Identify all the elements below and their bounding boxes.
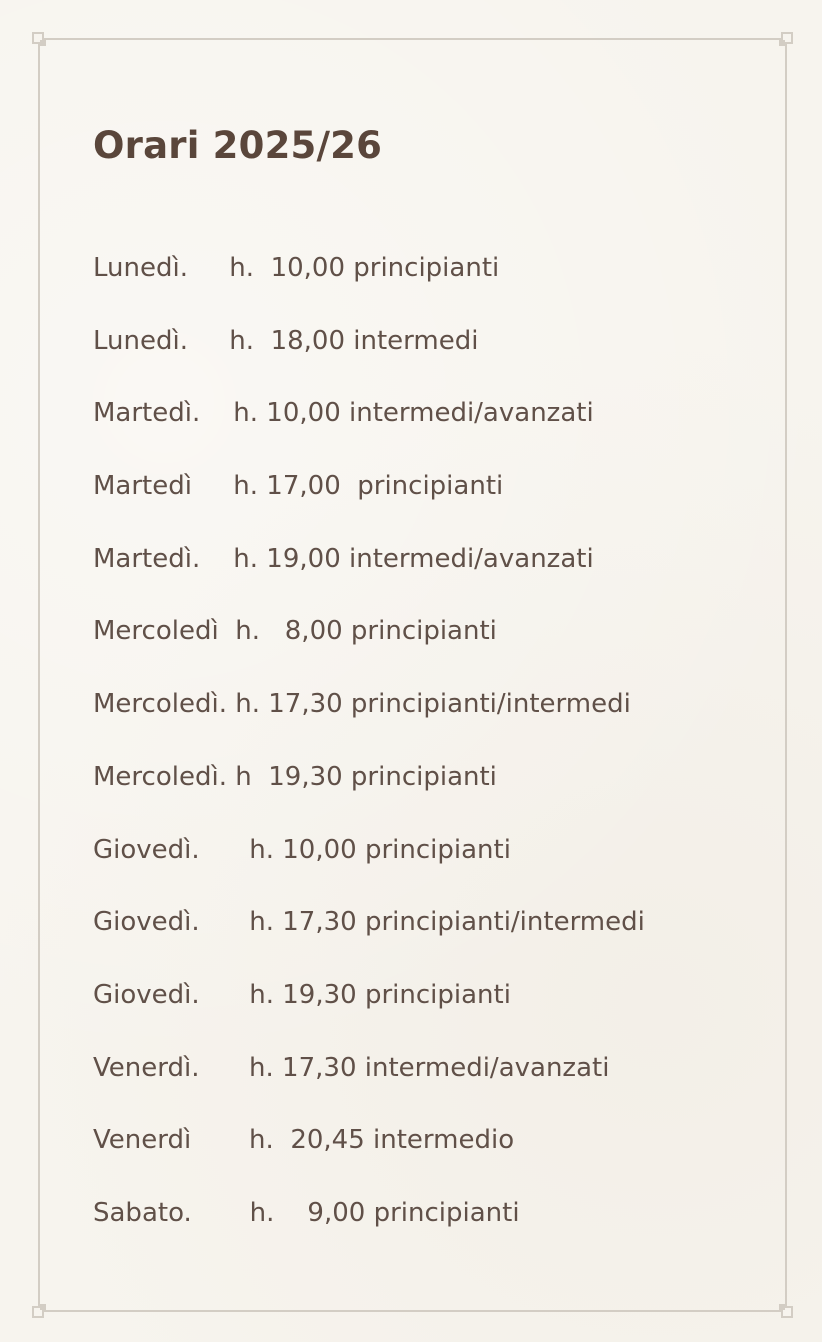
schedule-row: Lunedì. h. 10,00 principianti [93,253,500,283]
schedule-row: Martedì. h. 19,00 intermedi/avanzati [93,543,594,574]
schedule-row: Mercoledì. h 19,30 principianti [93,761,497,792]
frame-corner-ornament [781,32,793,44]
schedule-row: Sabato. h. 9,00 principianti [93,1197,520,1228]
schedule-row: Giovedì. h. 17,30 principianti/intermedi [93,907,645,938]
schedule-row: Martedì h. 17,00 principianti [93,471,504,502]
schedule-row: Martedì. h. 10,00 intermedi/avanzati [93,398,594,429]
schedule-row: Giovedì. h. 10,00 principianti [93,834,511,865]
frame-corner-ornament [781,1306,793,1318]
frame-corner-ornament [32,32,44,44]
frame-corner-ornament [32,1306,44,1318]
schedule-list [93,252,645,1270]
schedule-row: Venerdì h. 20,45 intermedio [93,1125,515,1156]
schedule-row: Lunedì. h. 18,00 intermedi [93,325,479,356]
schedule-row: Mercoledì h. 8,00 principianti [93,616,497,647]
schedule-row: Mercoledì. h. 17,30 principianti/intermedi [93,689,631,720]
page-title: Orari 2025/26 [93,124,383,167]
schedule-row: Venerdì. h. 17,30 intermedi/avanzati [93,1052,610,1083]
schedule-row: Giovedì. h. 19,30 principianti [93,979,511,1010]
